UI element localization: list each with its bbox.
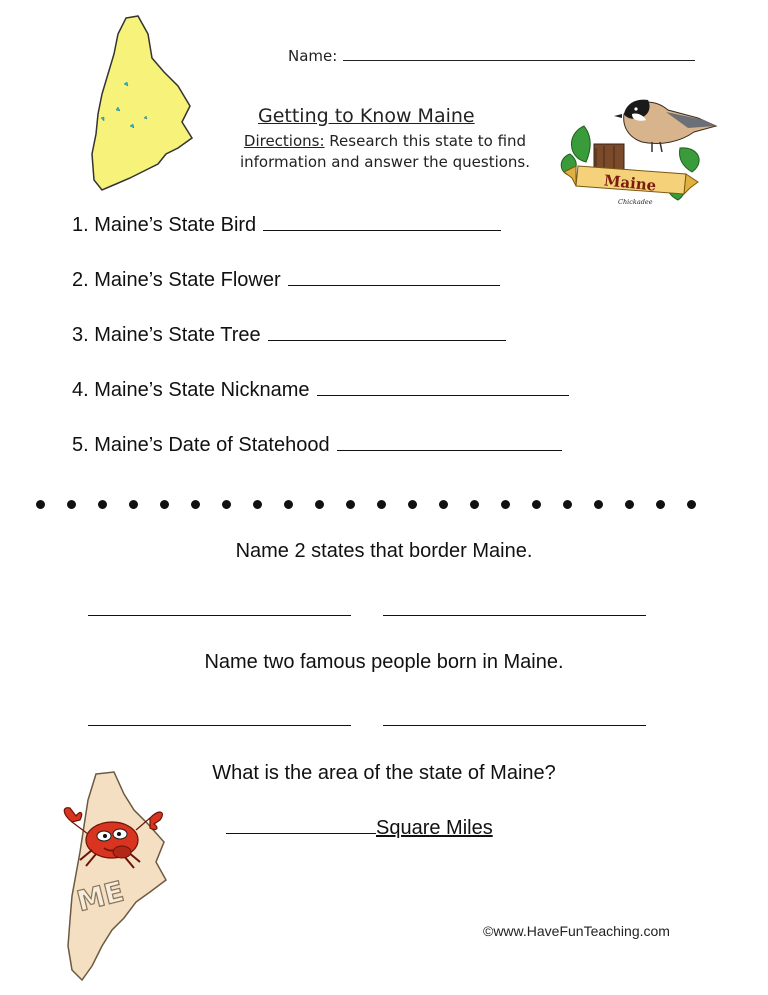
crab-maine-map-icon (52, 770, 172, 984)
question-text: 4. Maine’s State Nickname (72, 379, 310, 401)
divider-dot (67, 500, 76, 509)
divider-dot (656, 500, 665, 509)
divider-dot (160, 500, 169, 509)
famous-person-answer-line-2 (383, 725, 646, 726)
answer-line (288, 269, 500, 286)
divider-dot (98, 500, 107, 509)
divider-dot (408, 500, 417, 509)
logo-banner-text: Maine (603, 171, 658, 195)
area-unit-label: Square Miles (376, 817, 493, 839)
divider-dot (501, 500, 510, 509)
divider-dot (594, 500, 603, 509)
divider-dot (129, 500, 138, 509)
question-text: 5. Maine’s Date of Statehood (72, 434, 330, 456)
worksheet-title: Getting to Know Maine (258, 105, 475, 127)
logo-caption: Chickadee (618, 198, 653, 206)
dotted-divider (36, 500, 696, 509)
directions-label: Directions: (243, 132, 325, 150)
divider-dot (687, 500, 696, 509)
question-state-tree (72, 324, 506, 347)
divider-dot (346, 500, 355, 509)
divider-dot (284, 500, 293, 509)
divider-dot (377, 500, 386, 509)
divider-dot (222, 500, 231, 509)
famous-people-question: Name two famous people born in Maine. (204, 651, 564, 673)
answer-line (337, 434, 562, 451)
border-state-answer-line-2 (383, 615, 646, 616)
chickadee-logo-icon (556, 96, 722, 206)
state-abbreviation: ME (73, 874, 128, 919)
divider-dot (315, 500, 324, 509)
directions-text: Research this state to find information and answer the questions. (239, 132, 531, 171)
directions (210, 131, 560, 173)
divider-dot (532, 500, 541, 509)
area-question: What is the area of the state of Maine? (212, 762, 556, 784)
question-statehood-date (72, 434, 562, 457)
question-text: 1. Maine’s State Bird (72, 214, 257, 236)
area-answer-line (226, 817, 376, 834)
answer-line (317, 379, 569, 396)
copyright-footer: ©www.HaveFunTeaching.com (483, 923, 670, 939)
area-answer (226, 817, 493, 840)
divider-dot (253, 500, 262, 509)
name-label: Name: (288, 47, 338, 65)
divider-dot (191, 500, 200, 509)
question-text: 2. Maine’s State Flower (72, 269, 281, 291)
divider-dot (563, 500, 572, 509)
border-states-question: Name 2 states that border Maine. (235, 540, 533, 562)
maine-map-icon (86, 14, 198, 192)
answer-line (268, 324, 506, 341)
divider-dot (439, 500, 448, 509)
divider-dot (36, 500, 45, 509)
answer-line (263, 214, 501, 231)
famous-person-answer-line-1 (88, 725, 351, 726)
name-field (288, 46, 695, 65)
question-text: 3. Maine’s State Tree (72, 324, 261, 346)
divider-dot (625, 500, 634, 509)
question-state-bird (72, 214, 501, 237)
border-state-answer-line-1 (88, 615, 351, 616)
question-state-nickname (72, 379, 569, 402)
divider-dot (470, 500, 479, 509)
name-answer-line (343, 46, 695, 61)
question-state-flower (72, 269, 500, 292)
